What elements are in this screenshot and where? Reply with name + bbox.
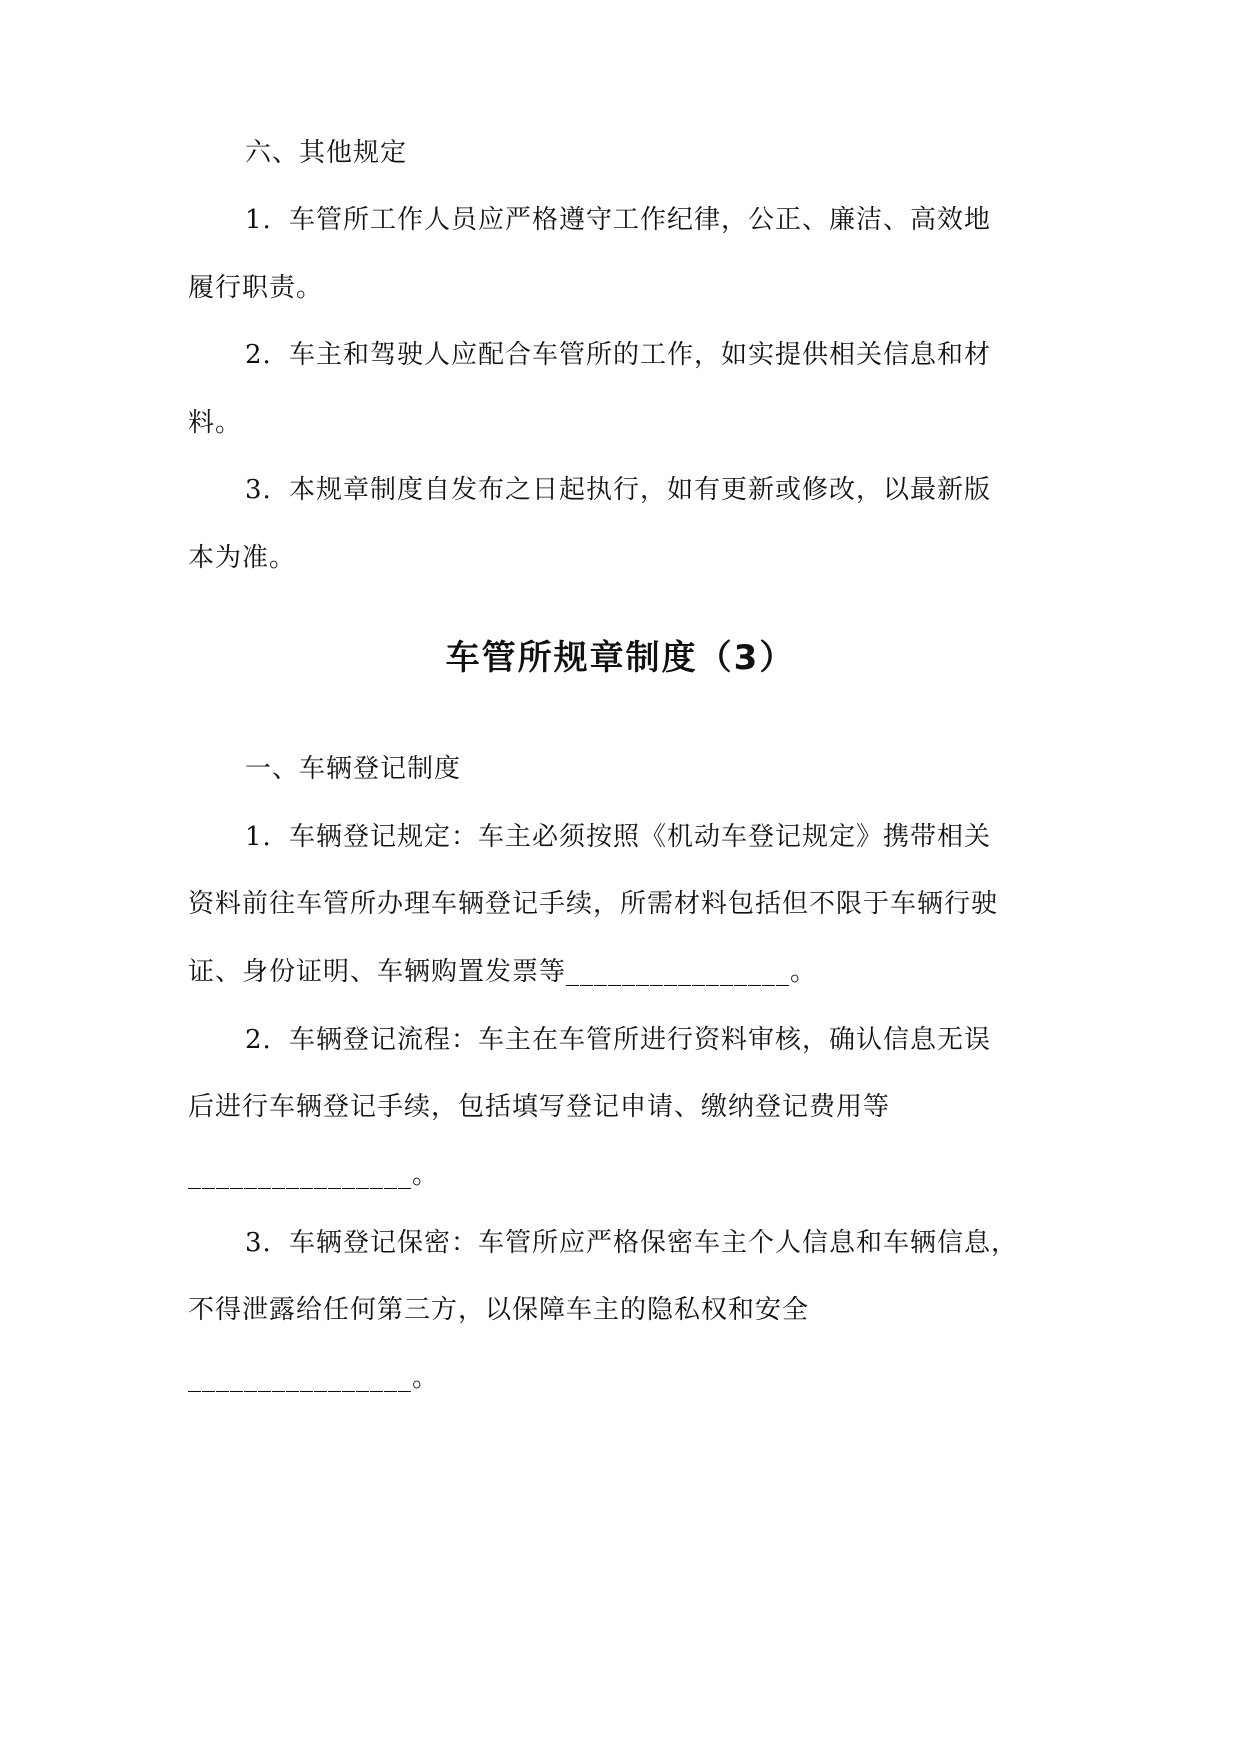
- section6-item1-line2: 履行职责。: [188, 273, 324, 303]
- section1-item3-line3: ________________。: [188, 1363, 440, 1393]
- section1-item1-line1: [245, 820, 991, 854]
- item-text: 车管所工作人员应严格遵守工作纪律，公正、廉洁、高效地: [289, 205, 992, 235]
- section6-item2-line2: 料。: [188, 408, 243, 438]
- section1-item3-line2: 不得泄露给任何第三方，以保障车主的隐私权和安全: [188, 1295, 810, 1325]
- section1-item2-line2: 后进行车辆登记手续，包括填写登记申请、缴纳登记费用等: [188, 1092, 891, 1122]
- item-number: 2.: [245, 1025, 272, 1055]
- section1-item2-line3: ________________。: [188, 1160, 440, 1190]
- section1-item3-line1: [245, 1226, 1018, 1260]
- section6-item3-line2: 本为准。: [188, 543, 297, 573]
- section1-heading: 一、车辆登记制度: [245, 754, 462, 784]
- item-text: 本规章制度自发布之日起执行，如有更新或修改，以最新版: [289, 475, 992, 505]
- section1-item1-line2: 资料前往车管所办理车辆登记手续，所需材料包括但不限于车辆行驶: [188, 889, 999, 919]
- item-text: 车辆登记规定：车主必须按照《机动车登记规定》携带相关: [289, 822, 992, 852]
- item-text: 车主和驾驶人应配合车管所的工作，如实提供相关信息和材: [289, 340, 992, 370]
- section6-item3-line1: [245, 473, 991, 507]
- item-number: 3.: [245, 475, 272, 505]
- section6-item2-line1: [245, 338, 991, 372]
- item-text: 车辆登记流程：车主在车管所进行资料审核，确认信息无误: [289, 1025, 992, 1055]
- section6-item1-line1: [245, 203, 991, 237]
- item-number: 3.: [245, 1228, 272, 1258]
- item-text: 车辆登记保密：车管所应严格保密车主个人信息和车辆信息，: [289, 1228, 1019, 1258]
- section1-item1-line3: 证、身份证明、车辆购置发票等________________。: [188, 957, 818, 987]
- item-number: 2.: [245, 340, 272, 370]
- item-number: 1.: [245, 822, 272, 852]
- section6-heading: 六、其他规定: [245, 138, 408, 168]
- document-title: 车管所规章制度（3）: [445, 638, 796, 678]
- item-number: 1.: [245, 205, 272, 235]
- section1-item2-line1: [245, 1023, 991, 1057]
